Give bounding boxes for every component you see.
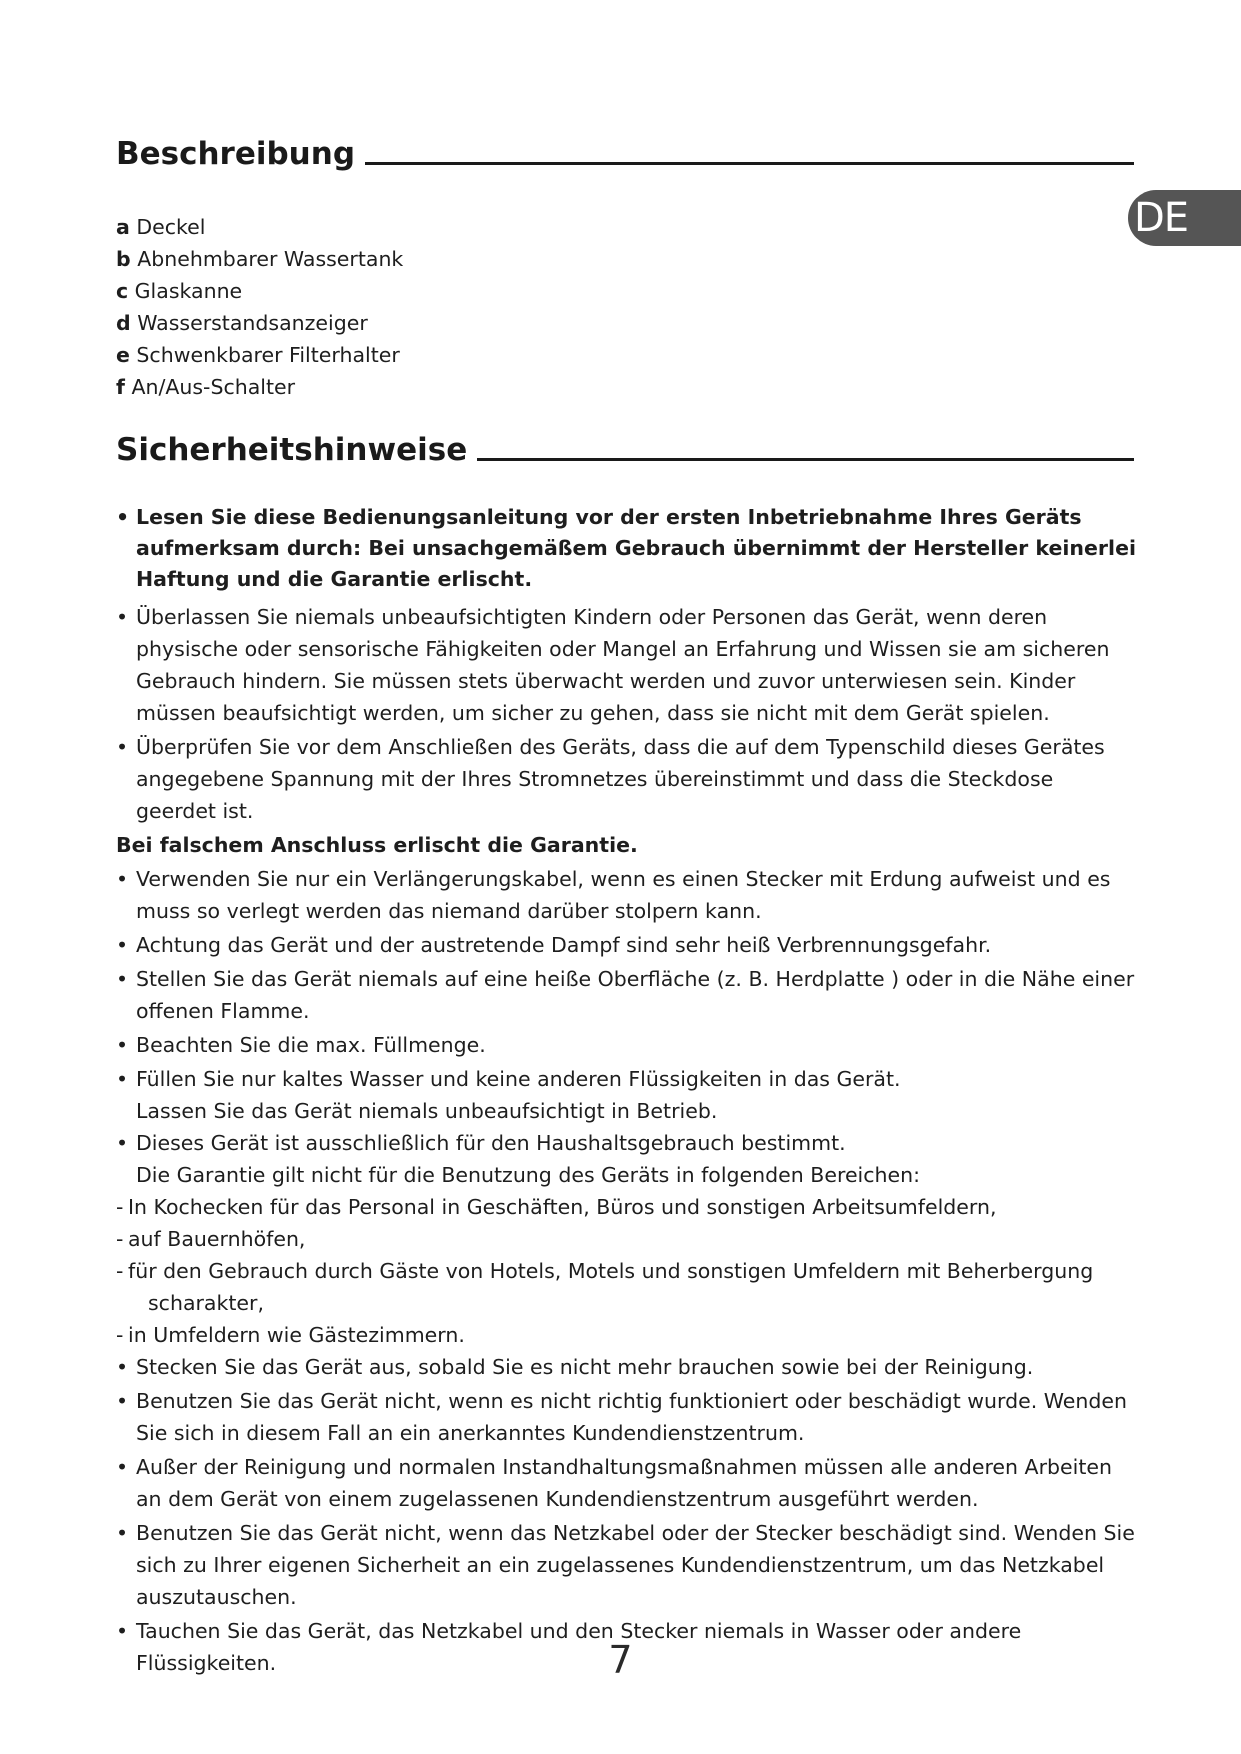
part-letter: e	[116, 343, 130, 367]
section-title-beschreibung	[116, 136, 1134, 172]
part-letter: a	[116, 215, 130, 239]
dash-item	[116, 1319, 1138, 1351]
title-rule	[365, 162, 1134, 165]
dash-item	[116, 1191, 1138, 1223]
list-item	[116, 339, 403, 371]
list-item: • Verwenden Sie nur ein Verlängerungskabel, wenn es einen Stecker mit Erdung aufweist und es muss so verlegt werden das niemand darüber stolpern kann.	[116, 863, 1138, 927]
list-item: • Beachten Sie die max. Füllmenge.	[116, 1029, 1138, 1061]
part-label: Abnehmbarer Wassertank	[130, 247, 404, 271]
list-item	[116, 275, 403, 307]
list-item: • Außer der Reinigung und normalen Instandhaltungsmaßnahmen müssen alle anderen Arbeiten an dem Gerät von einem zugelassenen Kundendienstzentrum ausgeführt werden.	[116, 1451, 1138, 1515]
section-title-sicherheitshinweise	[116, 432, 1134, 468]
part-letter: c	[116, 279, 129, 303]
part-label: Glaskanne	[128, 279, 243, 303]
intro-line: • Lesen Sie diese Bedienungsanleitung vor der ersten Inbetriebnahme Ihres Geräts	[136, 505, 1082, 529]
list-item: • Stecken Sie das Gerät aus, sobald Sie es nicht mehr brauchen sowie bei der Reinigung.	[116, 1351, 1138, 1383]
dash-item	[116, 1223, 1138, 1255]
list-item	[116, 307, 403, 339]
list-item: • Tauchen Sie das Gerät, das Netzkabel und den Stecker niemals in Wasser oder andere Flüssigkeiten.	[116, 1615, 1138, 1679]
dash-item-text: für den Gebrauch durch Gäste von Hotels, Motels und sonstigen Umfeldern mit Beherbergung	[128, 1259, 1094, 1283]
dash-item-text: In Kochecken für das Personal in Geschäften, Büros und sonstigen Arbeitsumfeldern,	[128, 1195, 997, 1219]
language-tab: DE	[1128, 190, 1241, 246]
list-item: • Füllen Sie nur kaltes Wasser und keine anderen Flüssigkeiten in das Gerät.	[116, 1063, 1138, 1095]
title-rule	[477, 458, 1134, 461]
list-item: • Dieses Gerät ist ausschließlich für den Haushaltsgebrauch bestimmt.	[116, 1127, 1138, 1159]
dash-item-continuation: scharakter,	[148, 1291, 264, 1315]
intro-line: Haftung und die Garantie erlischt.	[136, 567, 533, 591]
list-item	[116, 371, 403, 403]
part-letter: d	[116, 311, 131, 335]
list-item: • Stellen Sie das Gerät niemals auf eine heiße Oberfläche (z. B. Herdplatte ) oder in die Nähe einer offenen Flamme.	[116, 963, 1138, 1027]
dash-item-text: auf Bauernhöfen,	[128, 1227, 306, 1251]
list-item: • Benutzen Sie das Gerät nicht, wenn das Netzkabel oder der Stecker beschädigt sind. Wenden Sie sich zu Ihrer eigenen Sicherheit an ein zugelassenes Kundendienstzentrum, um das Netzkabel auszutauschen.	[116, 1517, 1138, 1613]
list-item	[116, 243, 403, 275]
part-label: Schwenkbarer Filterhalter	[129, 343, 400, 367]
part-letter: b	[116, 247, 131, 271]
dash-item	[116, 1255, 1138, 1319]
part-label: Deckel	[129, 215, 206, 239]
section-title-text: Beschreibung	[116, 136, 356, 172]
list-item-note: Lassen Sie das Gerät niemals unbeaufsichtigt in Betrieb.	[136, 1099, 718, 1123]
section-title-text: Sicherheitshinweise	[116, 432, 468, 468]
list-item: • Überprüfen Sie vor dem Anschließen des Geräts, dass die auf dem Typenschild dieses Gerätes angegebene Spannung mit der Ihres Stromnetzes übereinstimmt und dass die Steckdose geerdet ist.	[116, 731, 1138, 827]
part-label: An/Aus-Schalter	[124, 375, 296, 399]
list-item: • Benutzen Sie das Gerät nicht, wenn es nicht richtig funktioniert oder beschädigt wurde. Wenden Sie sich in diesem Fall an ein anerkanntes Kundendienstzentrum.	[116, 1385, 1138, 1449]
safety-instructions	[116, 502, 1138, 1681]
part-letter: f	[116, 375, 125, 399]
list-item: • Achtung das Gerät und der austretende Dampf sind sehr heiß Verbrennungsgefahr.	[116, 929, 1138, 961]
list-item	[116, 211, 403, 243]
parts-list	[116, 211, 403, 403]
warranty-note: Bei falschem Anschluss erlischt die Garantie.	[116, 833, 638, 857]
part-label: Wasserstandsanzeiger	[130, 311, 368, 335]
intro-line: aufmerksam durch: Bei unsachgemäßem Gebrauch übernimmt der Hersteller keinerlei	[136, 536, 1136, 560]
dash-item-text: in Umfeldern wie Gästezimmern.	[128, 1323, 465, 1347]
safety-intro	[116, 502, 1138, 595]
list-item-note: Die Garantie gilt nicht für die Benutzung des Geräts in folgenden Bereichen:	[136, 1163, 921, 1187]
list-item: • Überlassen Sie niemals unbeaufsichtigten Kindern oder Personen das Gerät, wenn deren physische oder sensorische Fähigkeiten oder Mangel an Erfahrung und Wissen sie am sicheren Gebrauch hindern. Sie müssen stets überwacht werden und zuvor unterwiesen sein. Kinder müssen beaufsichtigt werden, um sicher zu gehen, dass sie nicht mit dem Gerät spielen.	[116, 601, 1138, 729]
page-number: 7	[608, 1638, 633, 1682]
